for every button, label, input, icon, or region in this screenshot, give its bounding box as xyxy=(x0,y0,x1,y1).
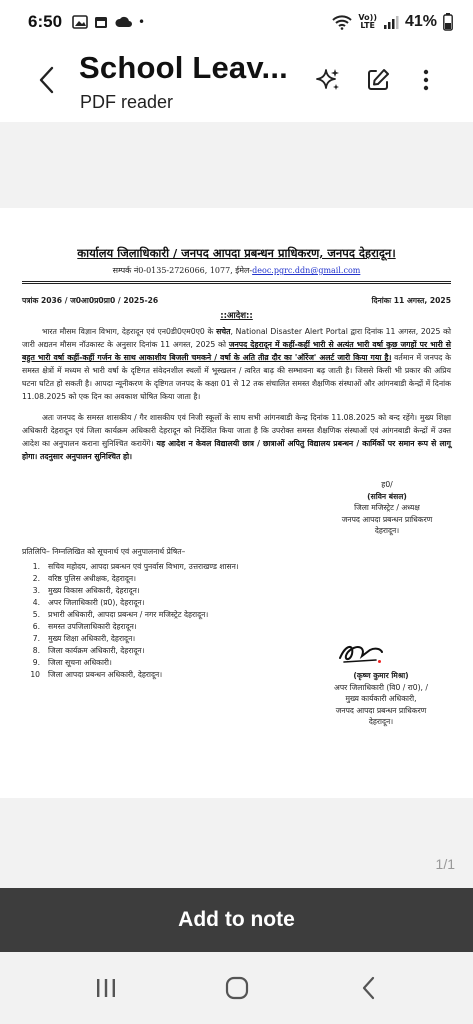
list-item: 6. समस्त उपजिलाधिकारी देहरादून। xyxy=(32,621,137,631)
list-item: 4. अपर जिलाधिकारी (प्र0), देहरादून। xyxy=(32,597,145,607)
copy-to-heading: प्रतिलिपि– निम्नलिखित को सूचनार्थ एवं अनुपालनार्थ प्रेषित– xyxy=(22,546,186,556)
list-item: 3. मुख्य विकास अधिकारी, देहरादून। xyxy=(32,585,140,595)
wifi-icon xyxy=(332,14,352,30)
edit-button[interactable] xyxy=(362,64,394,96)
pdf-page xyxy=(0,208,473,798)
contact-line: सम्पर्क नं0-0135-2726066, 1077, ईमेल-deoc.pgrc.ddn@gmail.com xyxy=(112,266,361,275)
more-vert-icon xyxy=(423,69,429,91)
signature-block-2: (कृष्ण कुमार मिश्रा) अपर जिलाधिकारी (वि0 / रा0), / मुख्य कार्यकारी अधिकारी, जनपद आपदा प्रबन्धन प्राधिकरण देहरादून। xyxy=(334,671,428,726)
edit-icon xyxy=(365,67,391,93)
back-arrow-icon xyxy=(38,66,54,94)
battery-icon xyxy=(443,13,453,31)
paragraph-1: भारत मौसम विज्ञान विभाग, देहरादून एवं एन0डी0एम0ए0 के सचेत, National Disaster Alert Portal द्वारा दिनांक 11 अगस्त, 2025 को जारी अद्यतन मौसम नॉउकास्ट के अनुसार दिनांक 11 अगस्त, 2025 को जनपद देहरादून में कहीं-कहीं भारी से अत्यंत भारी वर्षा कुछ जगहों पर भारी से बहुत भारी वर्षा कहीं-कहीं गर्जन के साथ आकाशीय बिजली चमकने / वर्षा के अति तीव्र दौर का 'ऑरेंज' अलर्ट जारी किया गया है। वर्तमान में जनपद के समस्त क्षेत्रों में मध्यम से भारी वर्षा के दृष्टिगत संवेदनशील स्थलों में भूस्खलन / त्वरित बाढ़ की सम्भावना बढ़ जाती है। जिससे किसी भी प्रकार की अप्रिय घटना घटित हो सकती है। आपदा न्यूनीकरण के दृष्टिगत जनपद के कक्षा 01 से 12 तक संचालित समस्त शैक्षणिक संस्थाओं और आंगनबाडी केन्द्रों में दिनांक 11.08.2025 को एक दिन का अवकाश घोषित किया जाता है। xyxy=(22,327,451,401)
reference-line xyxy=(22,296,451,306)
list-item: 9. जिला सूचना अधिकारी। xyxy=(32,657,112,667)
add-to-note-button[interactable] xyxy=(0,888,473,952)
more-options-button[interactable] xyxy=(410,64,442,96)
order-date: दिनांकः 11 अगस्त, 2025 xyxy=(371,296,451,305)
office-header: कार्यालय जिलाधिकारी / जनपद आपदा प्रबन्धन प्राधिकरण, जनपद देहरादून। xyxy=(77,246,396,260)
clock: 6:50 xyxy=(28,12,63,31)
list-item: 10 जिला आपदा प्रबन्धन अधिकारी, देहरादून। xyxy=(30,669,163,679)
back-button[interactable] xyxy=(30,62,62,98)
status-bar xyxy=(0,0,473,44)
ai-sparkle-button[interactable] xyxy=(312,64,344,96)
list-item: 8. जिला कार्यक्रम अधिकारी, देहरादून। xyxy=(32,645,145,655)
signal-icon xyxy=(383,15,399,29)
list-item: 2. वरिष्ठ पुलिस अधीक्षक, देहरादून। xyxy=(32,573,136,583)
system-nav-bar xyxy=(0,952,473,1024)
home-button[interactable] xyxy=(217,968,257,1008)
weather-icon xyxy=(114,15,132,29)
sparkle-icon xyxy=(315,67,341,93)
battery-level: 41% xyxy=(404,13,437,30)
page-indicator: 1/1 xyxy=(435,856,455,872)
header-divider xyxy=(22,281,451,284)
gallery-icon xyxy=(72,15,88,29)
email-link[interactable]: deoc.pgrc.ddn@gmail.com xyxy=(252,266,361,275)
notification-dot: • xyxy=(138,15,146,29)
signature-block-1: ह0/ (सविन बंसल) जिला मजिस्ट्रेट / अध्यक्ष जनपद आपदा प्रबन्धन प्राधिकरण देहरादून। xyxy=(341,480,433,535)
recent-apps-button[interactable] xyxy=(86,968,126,1008)
pdf-viewer[interactable] xyxy=(0,122,473,888)
document-title: School Leav... xyxy=(79,50,288,85)
lte-indicator: Vo)) LTE xyxy=(358,13,377,30)
list-item: 5. प्रभारी अधिकारी, आपदा प्रबन्धन / नगर मजिस्ट्रेट देहरादून। xyxy=(32,609,209,619)
handwritten-signature xyxy=(336,640,386,666)
app-bar xyxy=(0,44,473,122)
document-subtitle: PDF reader xyxy=(80,92,174,112)
recents-icon xyxy=(95,978,117,998)
chevron-left-icon xyxy=(361,976,375,1000)
system-back-button[interactable] xyxy=(348,968,388,1008)
copy-to-list xyxy=(22,561,451,681)
list-item: 7. मुख्य शिक्षा अधिकारी, देहरादून। xyxy=(32,633,136,643)
paragraph-2: अतः जनपद के समस्त शासकीय / गैर शासकीय एवं निजी स्कूलों के साथ सभी आंगनबाडी केन्द्र दिनांक 11.08.2025 को बन्द रहेंगे। मुख्य शिक्षा अधिकारी देहरादून एवं जिला कार्यक्रम अधिकारी देहरादून को निर्देशित किया जाता है कि उपरोक्त समस्त शैक्षणिक संस्थाओं एवं आंगनबाडी केन्द्रों में उक्त आदेश का अनुपालन कराना सुनिश्चित करायेंगे। यह आदेश न केवल विद्यालयी छात्र / छात्राओं अपितु विद्यालय प्रबन्धन / कार्मिकों पर समान रूप से लागू होगा। तदनुसार अनुपालन सुनिश्चित हो। xyxy=(22,413,451,461)
order-title: ::आदेश:: xyxy=(220,311,253,321)
reference-number: पत्रांक 2036 / ज0आ0प्र0प्रा0 / 2025-26 xyxy=(22,296,159,305)
add-to-note-label: Add to note xyxy=(178,908,295,931)
list-item: 1. सचिव महोदय, आपदा प्रबन्धन एवं पुनर्वास विभाग, उत्तराखण्ड शासन। xyxy=(32,561,239,571)
home-icon xyxy=(225,976,249,1000)
calendar-icon xyxy=(94,15,108,29)
